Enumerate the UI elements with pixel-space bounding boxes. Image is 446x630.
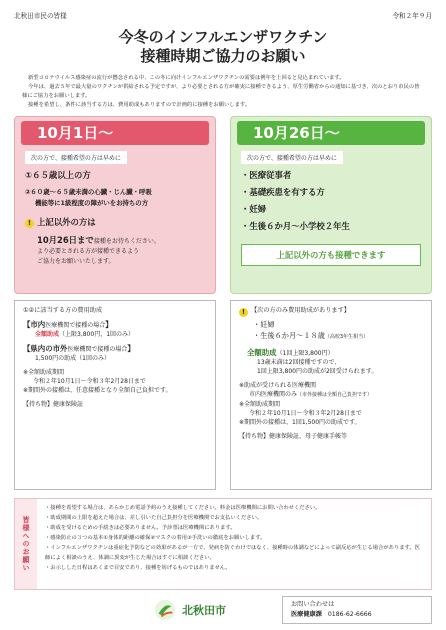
eligible-pregnant: ・妊婦	[241, 203, 267, 214]
oct26-subsidy-heading-row	[239, 306, 423, 319]
oct1-note-3: ※期間外の接種は、任意接種となり全額自己負担です。	[23, 386, 172, 394]
subsidy-children-age: ・生後６か月～１８歳	[253, 330, 325, 340]
oct26-note-1: ※助成が受けられる医療機関	[239, 381, 317, 389]
contact-phone: 0186-62-6666	[327, 610, 372, 618]
city-clinic-full-subsidy: 全額助成	[35, 330, 60, 338]
page-title	[14, 28, 432, 66]
oct1-date-header: 10月1日～	[21, 121, 209, 145]
full-subsidy-text-2: 1回上限3,800円の助成が2回受けられます。	[257, 367, 378, 375]
city-emblem-icon	[154, 599, 176, 621]
oct26-panel	[230, 116, 432, 294]
eligible-60-65	[25, 187, 205, 209]
oct26-note-4: 令和２年10月1日～令和３年2月28日まで	[249, 409, 362, 417]
oct26-note-5: ※期間外の接種は、1回1,500円の助成です。	[239, 418, 361, 426]
prefecture-clinic-title: 【県内の市外医療機関で接種の場合】	[23, 343, 135, 353]
subsidy-children-note: （高校3年生相当）	[324, 333, 369, 340]
full-subsidy-limit: （1回上限3,800円）	[276, 349, 334, 357]
city-logo	[154, 599, 226, 621]
wait-notice-title: 上記以外の方は	[37, 216, 96, 227]
request-item-4: ・感染防止の３つの基本①身体的距離の確保②マスクの着用③手洗いの徹底をお願いします。	[45, 534, 266, 541]
request-item-5: ・インフルエンザワクチンは重症化予防などの効果があるが一方で、発病を防ぐわけではなく、接種時の体調などによって副反応が生じる場合があります。医師によく相談のうえ、体調に異変が生じた場合はすぐに相談ください。	[45, 544, 420, 561]
full-subsidy-label: 全額助成	[247, 347, 277, 357]
oct26-note-2	[239, 390, 423, 400]
requests-box	[14, 498, 432, 590]
request-item-2: ・助成期間の上限を超えた場合は、差し引いた自己負担分を医療機関でお支払いください。	[45, 514, 263, 521]
request-item-6: ・お示しした日程はあくまで目安であり、接種を妨げるものではありません。	[45, 564, 231, 571]
oct26-subtitle: 次の方で、接種希望の方は早めに	[241, 151, 343, 164]
full-subsidy-section	[239, 348, 423, 376]
oct1-subsidy-box	[14, 300, 216, 490]
oct26-bring-label: 【持ち物】	[239, 432, 270, 440]
oct1-notes	[23, 368, 207, 395]
eligible-medical-workers: ・医療従事者	[241, 169, 292, 180]
oct1-bring-label: 【持ち物】	[23, 400, 54, 408]
oct1-bring	[23, 400, 207, 409]
oct1-subsidy-heading: ①②に該当する方の費用助成	[23, 306, 103, 314]
subsidy-children	[239, 330, 423, 343]
city-clinic-amount	[23, 330, 207, 339]
contact-department: 医療健康課	[291, 610, 322, 618]
subsidy-pregnant: ・妊婦	[253, 319, 275, 329]
city-name: 北秋田市	[182, 603, 226, 617]
oct26-note-3: ※全額助成期間	[239, 400, 281, 408]
eligible-60-65-line2: 機能等に1級程度の障がいをお持ちの方	[35, 198, 149, 207]
eligible-underlying-conditions: ・基礎疾患を有する方	[241, 186, 325, 197]
oct26-bring-items: 健康保険証、母子健康手帳等	[269, 432, 348, 440]
prefecture-clinic-section	[23, 344, 207, 363]
everyone-can-vaccinate-banner: 上記以外の方も接種できます	[241, 244, 421, 266]
oct1-note-2: 令和２年10月1日～令和３年2月28日まで	[33, 377, 146, 385]
city-clinic-title-a: 市内	[30, 319, 46, 329]
city-clinic-title: 【市内医療機関で接種の場合】	[23, 319, 113, 329]
contact-box	[282, 596, 432, 624]
city-clinic-section	[23, 320, 207, 339]
oct26-date-header: 10月26日～	[237, 121, 425, 145]
oct1-panel	[14, 116, 216, 294]
oct26-subsidy-box	[230, 300, 432, 490]
eligible-60-65-line1: ②６０歳～６５歳未満の心臓・じん臓・呼吸	[25, 187, 152, 196]
footer	[14, 596, 432, 624]
oct1-bring-items: 健康保険証	[53, 400, 84, 408]
oct26-note-2a: 市内医療機関のみ	[249, 390, 298, 398]
prefecture-clinic-amount: 1,500円の助成（1回のみ）	[35, 354, 110, 362]
schedule-columns	[14, 116, 432, 490]
oct1-note-1: ※全額助成期間	[23, 368, 65, 376]
right-column	[230, 116, 432, 490]
issue-date: 令和２年９月	[392, 12, 432, 20]
full-subsidy-text-1: 13歳未満は2回接種ですので、	[257, 358, 341, 366]
title-line-2: 接種時期ご協力のお願い	[140, 47, 306, 65]
wait-notice-text-2: ご協力をお願いいたします。	[37, 257, 115, 265]
city-clinic-limit: （上限3,800円、1回のみ）	[59, 330, 135, 338]
wait-notice-date: 10月26日まで	[37, 234, 94, 245]
oct26-note-2b: （市外接種は全額自己負担です）	[297, 391, 373, 398]
exclamation-icon: !	[239, 308, 248, 317]
exclamation-icon: !	[25, 219, 34, 228]
audience-label: 北秋田市民の皆様	[14, 12, 67, 20]
oct26-notes	[239, 381, 423, 427]
intro-paragraph-3: 接種を希望し、条件に該当する方は、費用助成もありますので計画的に接種をお願いします。	[28, 102, 251, 109]
city-clinic-title-b: 医療機関で接種の場合	[45, 321, 106, 329]
intro-paragraph-2: 今年は、過去５年で最大量のワクチンが供給される予定ですが、より必要とされる方が確実に接種できるよう、厚生労働省からの通知に基づき、次のとおり市民の皆様にご協力をお願いします。	[22, 84, 420, 99]
title-line-1: 今冬のインフルエンザワクチン	[118, 28, 328, 46]
eligible-over-65: ①６５歳以上の方	[25, 169, 91, 180]
prefecture-clinic-title-b: 医療機関で接種の場合	[67, 345, 128, 353]
wait-notice-text-1: より必要とされる方が接種できるよう	[37, 247, 140, 255]
requests-side-label: 皆様へのお願い	[15, 499, 37, 589]
request-item-1: ・接種を希望する場合は、あらかじめ電話予約のうえ接種してください。料金は医療機関にお問い合わせください。	[45, 504, 321, 511]
eligible-children: ・生後６か月～小学校２年生	[241, 220, 350, 231]
oct26-subsidy-heading: 【次の方のみ費用助成があります】	[251, 306, 350, 314]
oct26-bring	[239, 432, 423, 441]
left-column	[14, 116, 216, 490]
wait-notice	[25, 217, 205, 267]
intro-paragraph-1: 新型コロナウイルス感染症の流行が懸念される中、この冬に向けインフルエンザワクチンの需要は例年を上回ると見込まれています。	[28, 75, 345, 81]
requests-list	[37, 499, 431, 589]
prefecture-clinic-title-a: 県内の市外	[30, 343, 68, 353]
wait-notice-date-text: 接種をお待ちください。	[93, 237, 160, 245]
contact-title: お問い合わせは	[291, 600, 335, 608]
request-item-3: ・助成を受けるための手続きは必要ありません。予診票は医療機関にあります。	[45, 524, 236, 531]
header	[14, 10, 432, 22]
oct1-subtitle: 次の方で、接種希望の方は早めに	[25, 151, 127, 164]
intro-text	[14, 74, 432, 110]
